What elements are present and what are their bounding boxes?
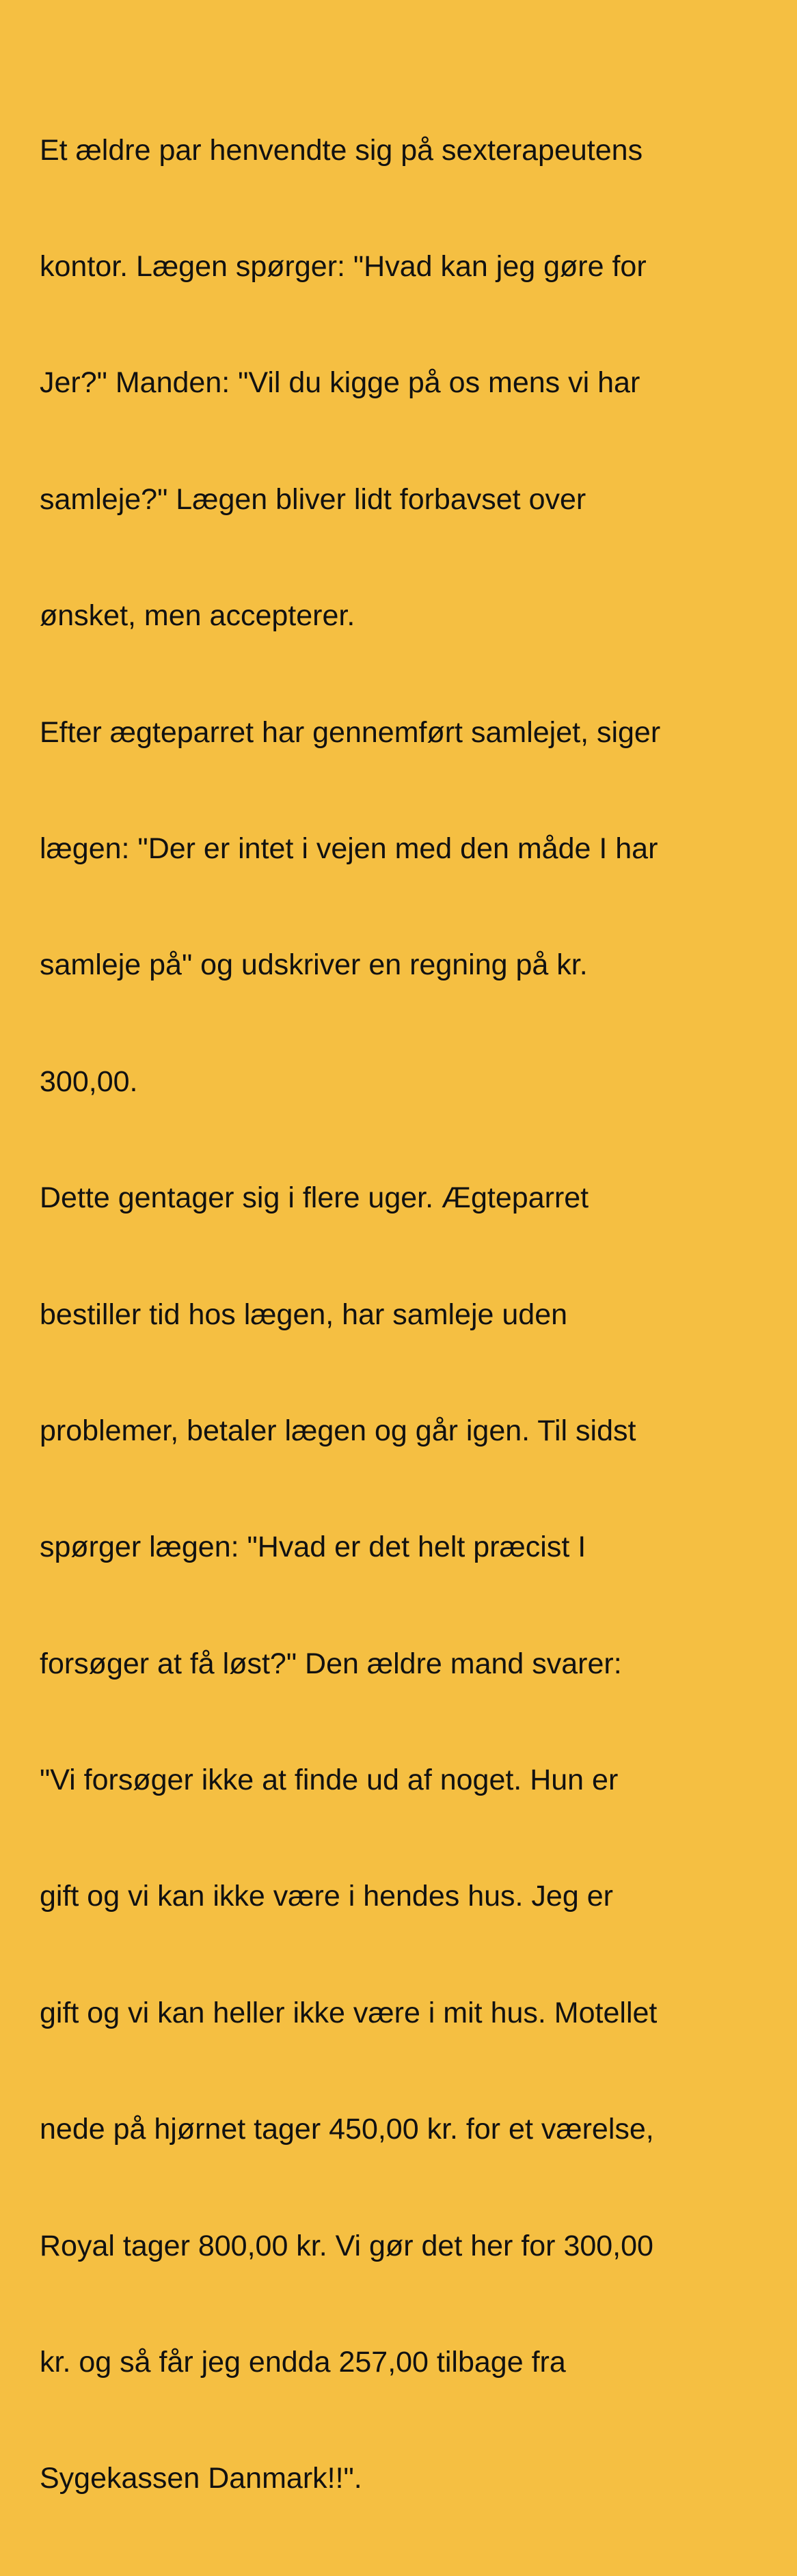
text-line: Royal tager 800,00 kr. Vi gør det her for 300,00 — [40, 2229, 653, 2262]
text-line: kr. og så får jeg endda 257,00 tilbage fra — [40, 2346, 566, 2379]
text-line: bestiller tid hos lægen, har samleje uden — [40, 1298, 568, 1331]
text-line: gift og vi kan ikke være i hendes hus. Jeg er — [40, 1880, 613, 1913]
text-line: 300,00. — [40, 1065, 138, 1098]
text-line: Jer?" Manden: "Vil du kigge på os mens vi har — [40, 366, 640, 400]
text-line: gift og vi kan heller ikke være i mit hus. Motellet — [40, 1996, 658, 2029]
text-line: "Vi forsøger ikke at finde ud af noget. Hun er — [40, 1764, 619, 1797]
text-line: Dette gentager sig i flere uger. Ægteparret — [40, 1181, 589, 1215]
post-text — [40, 53, 770, 2576]
text-line: forsøger at få løst?" Den ældre mand svarer: — [40, 1647, 622, 1680]
text-line: samleje?" Lægen bliver lidt forbavset over — [40, 482, 586, 516]
text-line: spørger lægen: "Hvad er det helt præcist I — [40, 1531, 586, 1564]
text-line: kontor. Lægen spørger: "Hvad kan jeg gøre for — [40, 249, 647, 283]
text-line: Efter ægteparret har gennemført samlejet, siger — [40, 715, 661, 749]
text-line: problemer, betaler lægen og går igen. Til sidst — [40, 1414, 636, 1447]
text-line: lægen: "Der er intet i vejen med den måde I har — [40, 832, 658, 865]
text-line: nede på hjørnet tager 450,00 kr. for et værelse, — [40, 2113, 654, 2146]
text-line: samleje på" og udskriver en regning på kr. — [40, 948, 588, 982]
text-line: Sygekassen Danmark!!". — [40, 2462, 362, 2495]
text-line: Et ældre par henvendte sig på sexterapeutens — [40, 133, 643, 167]
text-line: ønsket, men accepterer. — [40, 599, 355, 633]
